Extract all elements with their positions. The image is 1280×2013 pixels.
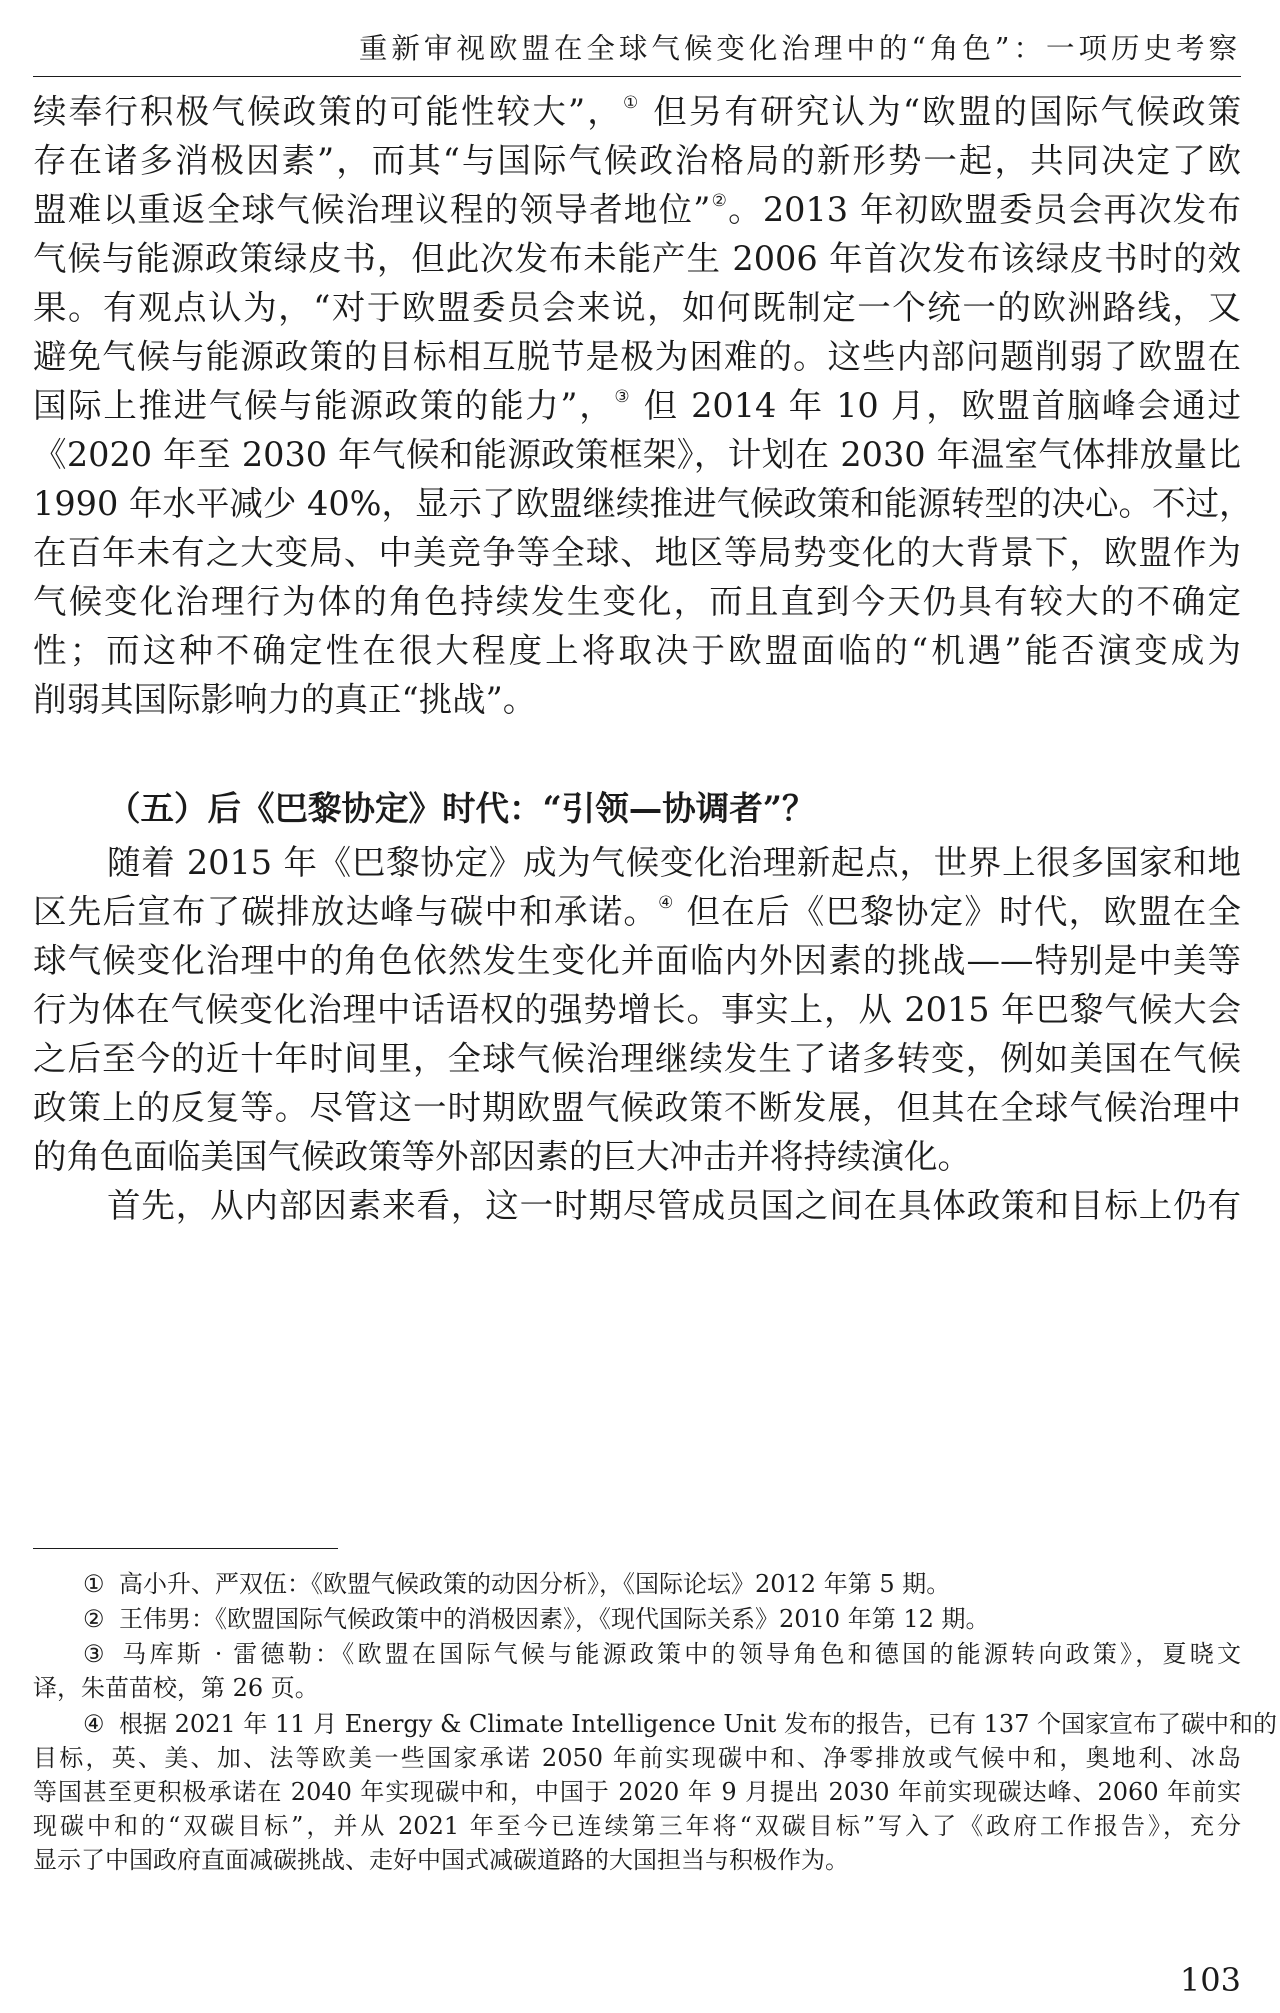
footnote-4-cont: 现碳中和的“双碳目标”，并从 2021 年至今已连续第三年将“双碳目标”写入了《政府工作报告》，充分 [33, 1812, 1241, 1840]
footnote-mark: ③ [83, 1640, 105, 1668]
running-header: 重新审视欧盟在全球气候变化治理中的“角色”：一项历史考察 [358, 32, 1241, 65]
section-heading: （五）后《巴黎协定》时代：“引领—协调者”？ [107, 789, 816, 828]
text-line: 削弱其国际影响力的真正“挑战”。 [33, 680, 537, 719]
text-line: 性；而这种不确定性在很大程度上将取决于欧盟面临的“机遇”能否演变成为 [33, 631, 1241, 670]
text-line: 在百年未有之大变局、中美竞争等全球、地区等局势变化的大背景下，欧盟作为 [33, 533, 1241, 572]
footnote-4-cont: 等国甚至更积极承诺在 2040 年实现碳中和，中国于 2020 年 9 月提出 2030 年前实现碳达峰、2060 年前实 [33, 1778, 1241, 1806]
footnote-1: ① 高小升、严双伍：《欧盟气候政策的动因分析》，《国际论坛》2012 年第 5 期。 [83, 1570, 951, 1598]
text-line: 气候与能源政策绿皮书，但此次发布未能产生 2006 年首次发布该绿皮书时的效 [33, 239, 1241, 278]
page-number: 103 [1179, 1961, 1241, 1999]
footnote-4-cont: 目标，英、美、加、法等欧美一些国家承诺 2050 年前实现碳中和、净零排放或气候中和，奥地利、冰岛 [33, 1744, 1241, 1772]
text-line: 首先，从内部因素来看，这一时期尽管成员国之间在具体政策和目标上仍有 [107, 1186, 1241, 1225]
footnote-ref-3[interactable]: ③ [614, 387, 632, 407]
text-line: 随着 2015 年《巴黎协定》成为气候变化治理新起点，世界上很多国家和地 [107, 843, 1241, 882]
text-line: 之后至今的近十年时间里，全球气候治理继续发生了诸多转变，例如美国在气候 [33, 1039, 1241, 1078]
footnote-ref-1[interactable]: ① [622, 93, 641, 113]
text-line: 球气候变化治理中的角色依然发生变化并面临内外因素的挑战——特别是中美等 [33, 941, 1241, 980]
text-line: 果。有观点认为，“对于欧盟委员会来说，如何既制定一个统一的欧洲路线，又 [33, 288, 1241, 327]
footnote-mark: ① [83, 1570, 105, 1598]
text-line: 行为体在气候变化治理中话语权的强势增长。事实上，从 2015 年巴黎气候大会 [33, 990, 1241, 1029]
text-line: 避免气候与能源政策的目标相互脱节是极为困难的。这些内部问题削弱了欧盟在 [33, 337, 1241, 376]
footnote-ref-2[interactable]: ② [710, 191, 729, 211]
footnote-3: ③ 马库斯 · 雷德勒：《欧盟在国际气候与能源政策中的领导角色和德国的能源转向政策》，夏晓文 [83, 1640, 1241, 1668]
header-rule [33, 76, 1241, 77]
text-line: 《2020 年至 2030 年气候和能源政策框架》，计划在 2030 年温室气体排放量比 [33, 435, 1241, 474]
footnote-rule [33, 1548, 338, 1549]
footnote-mark: ② [83, 1605, 105, 1633]
footnote-ref-4[interactable]: ④ [658, 893, 675, 913]
text-line: 区先后宣布了碳排放达峰与碳中和承诺。④ 但在后《巴黎协定》时代，欧盟在全 [33, 892, 1242, 931]
text-line: 盟难以重返全球气候治理议程的领导者地位”②。2013 年初欧盟委员会再次发布 [33, 190, 1241, 229]
text-line: 1990 年水平减少 40%，显示了欧盟继续推进气候政策和能源转型的决心。不过， [33, 484, 1253, 523]
text-line: 国际上推进气候与能源政策的能力”，③ 但 2014 年 10 月，欧盟首脑峰会通过 [33, 386, 1241, 425]
text-line: 气候变化治理行为体的角色持续发生变化，而且直到今天仍具有较大的不确定 [33, 582, 1241, 621]
footnote-4: ④ 根据 2021 年 11 月 Energy & Climate Intelligence Unit 发布的报告，已有 137 个国家宣布了碳中和的 [83, 1710, 1278, 1738]
footnote-4-cont: 显示了中国政府直面减碳挑战、走好中国式减碳道路的大国担当与积极作为。 [33, 1846, 849, 1874]
text-line: 存在诸多消极因素”，而其“与国际气候政治格局的新形势一起，共同决定了欧 [33, 141, 1241, 180]
footnote-3-cont: 译，朱苗苗校，第 26 页。 [33, 1674, 319, 1702]
text-line: 政策上的反复等。尽管这一时期欧盟气候政策不断发展，但其在全球气候治理中 [33, 1088, 1241, 1127]
text-line: 的角色面临美国气候政策等外部因素的巨大冲击并将持续演化。 [33, 1137, 971, 1176]
footnote-2: ② 王伟男：《欧盟国际气候政策中的消极因素》，《现代国际关系》2010 年第 12 期。 [83, 1605, 990, 1633]
footnote-mark: ④ [83, 1710, 105, 1738]
text-line: 续奉行积极气候政策的可能性较大”，① 但另有研究认为“欧盟的国际气候政策 [33, 92, 1241, 131]
